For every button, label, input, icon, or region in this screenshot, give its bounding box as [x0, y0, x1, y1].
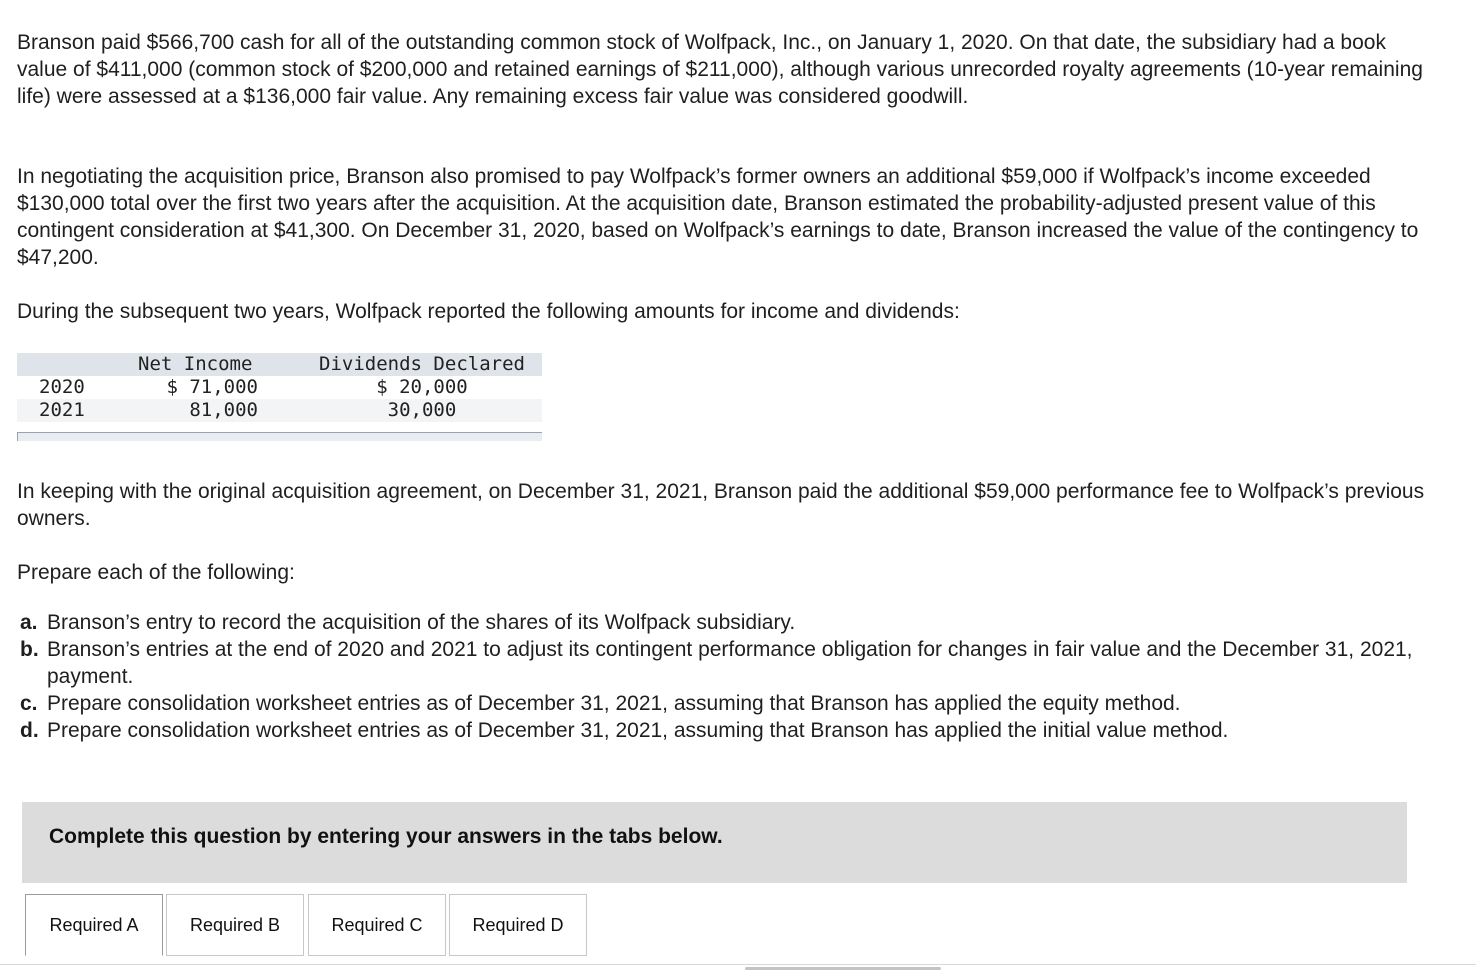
contingency-paragraph: In negotiating the acquisition price, Branson also promised to pay Wolfpack’s former owners an additional $59,000 if Wolfpack’s income exceeded $130,000 total over the first two years after the acquisition. At the acquisition date, Branson estimated the probability-adjusted present value of this contingent consideration at $41,300. On December 31, 2020, based on Wolfpack’s earnings to date, Branson increased the value of the contingency to $47,200. [17, 165, 1419, 269]
tab-required-b[interactable]: Required B [166, 894, 304, 956]
requirement-item [20, 636, 1440, 690]
requirement-letter: a. [20, 611, 38, 634]
row-dividends: $ 20,000 [376, 376, 468, 398]
header-dividends: Dividends Declared [319, 353, 525, 375]
payment-paragraph: In keeping with the original acquisition agreement, on December 31, 2021, Branson paid the additional $59,000 performance fee to Wolfpack’s previous owners. [17, 480, 1425, 530]
requirement-item [20, 717, 1440, 744]
requirement-text: Prepare consolidation worksheet entries as of December 31, 2021, assuming that Branson has applied the equity method. [47, 692, 1181, 715]
row-year: 2021 [39, 399, 85, 421]
income-dividends-table [17, 353, 542, 422]
table-footer-bar [17, 432, 542, 441]
row-dividends: 30,000 [387, 399, 457, 421]
requirement-item [20, 609, 1440, 636]
requirement-letter: c. [20, 692, 38, 715]
requirement-item [20, 690, 1440, 717]
tab-required-a[interactable]: Required A [25, 894, 163, 956]
intro-paragraph: Branson paid $566,700 cash for all of the outstanding common stock of Wolfpack, Inc., on January 1, 2020. On that date, the subsidiary had a book value of $411,000 (common stock of $200,000 and retained earnings of $211,000), although various unrecorded royalty agreements (10-year remaining life) were assessed at a $136,000 fair value. Any remaining excess fair value was considered goodwill. [17, 31, 1423, 108]
header-net-income: Net Income [138, 353, 253, 375]
requirement-text: Branson’s entries at the end of 2020 and 2021 to adjust its contingent performance obligation for changes in fair value and the December 31, 2021, payment. [47, 638, 1413, 688]
tab-divider [0, 964, 1476, 965]
requirement-text: Prepare consolidation worksheet entries as of December 31, 2021, assuming that Branson has applied the initial value method. [47, 719, 1229, 742]
row-net-income: 81,000 [189, 399, 258, 421]
requirement-text: Branson’s entry to record the acquisition of the shares of its Wolfpack subsidiary. [47, 611, 796, 634]
table-row [17, 376, 542, 399]
table-intro-paragraph: During the subsequent two years, Wolfpack reported the following amounts for income and dividends: [17, 300, 960, 323]
requirement-letter: b. [20, 638, 39, 661]
requirements-list [20, 609, 1440, 744]
instructions-banner [22, 802, 1407, 883]
prepare-heading: Prepare each of the following: [17, 561, 295, 584]
table-row [17, 399, 542, 422]
instructions-text: Complete this question by entering your answers in the tabs below. [49, 825, 723, 848]
row-net-income: $ 71,000 [166, 376, 258, 398]
row-year: 2020 [39, 376, 85, 398]
table-header-row [17, 353, 542, 376]
tab-required-c[interactable]: Required C [308, 894, 446, 956]
requirement-letter: d. [20, 719, 39, 742]
tab-required-d[interactable]: Required D [449, 894, 587, 956]
